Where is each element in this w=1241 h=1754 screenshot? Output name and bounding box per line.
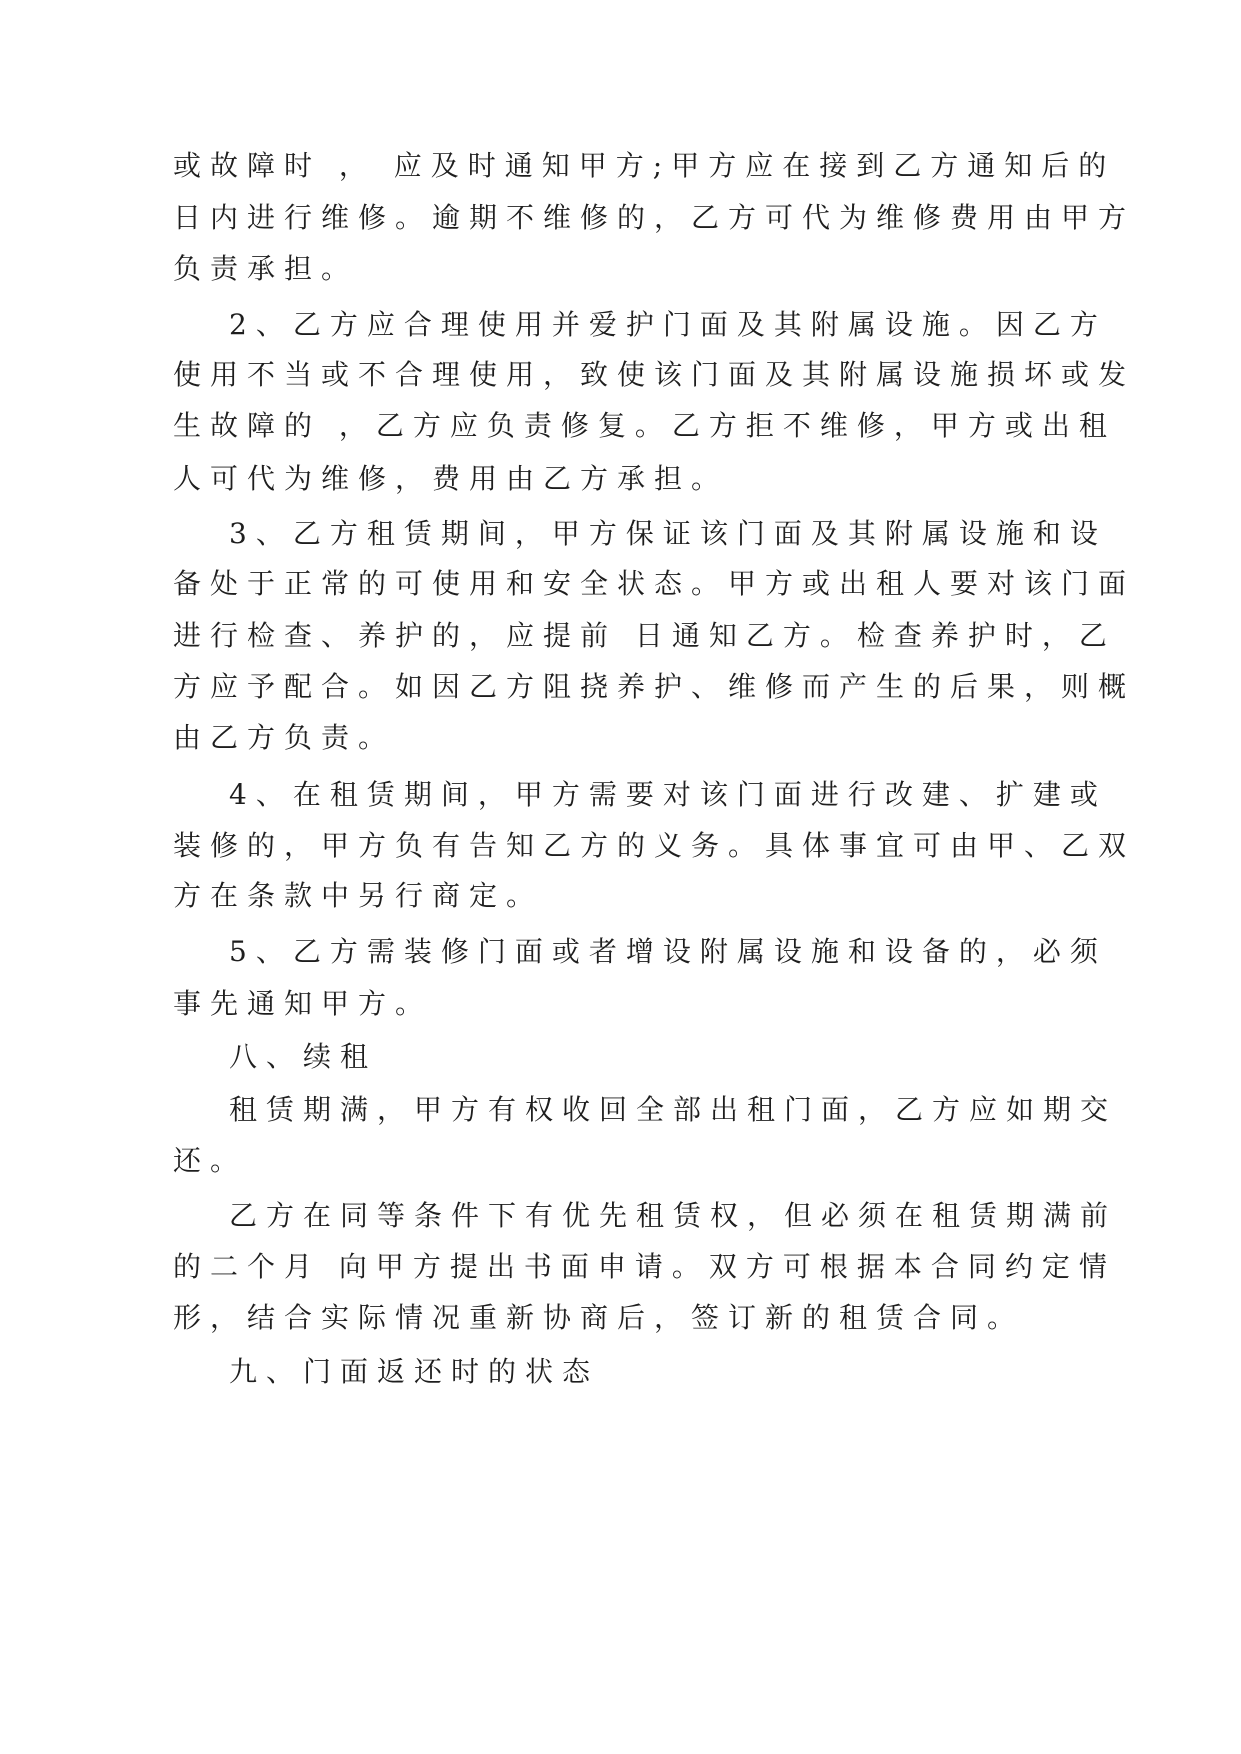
paragraph-line: 租赁期满，甲方有权收回全部出租门面，乙方应如期交 bbox=[229, 1093, 1118, 1126]
text-line: 方在条款中另行商定。 bbox=[173, 879, 544, 912]
text-line: 进行检查、养护的，应提前 日通知乙方。检查养护时，乙 bbox=[173, 619, 1116, 652]
text-line: 还。 bbox=[173, 1144, 248, 1177]
paragraph-2-line: 2、乙方应合理使用并爱护门面及其附属设施。因乙方 bbox=[229, 308, 1107, 341]
text-line: 负责承担。 bbox=[173, 252, 359, 285]
text-line: 人可代为维修，费用由乙方承担。 bbox=[173, 462, 729, 495]
paragraph-5-line: 5、乙方需装修门面或者增设附属设施和设备的，必须 bbox=[229, 935, 1107, 968]
text-line: 事先通知甲方。 bbox=[173, 987, 433, 1020]
paragraph-line: 乙方在同等条件下有优先租赁权，但必须在租赁期满前 bbox=[229, 1199, 1118, 1232]
text-line: 生故障的 ，乙方应负责修复。乙方拒不维修，甲方或出租 bbox=[173, 409, 1116, 442]
text-line: 备处于正常的可使用和安全状态。甲方或出租人要对该门面 bbox=[173, 567, 1136, 600]
text-line: 由乙方负责。 bbox=[173, 721, 396, 754]
text-line: 使用不当或不合理使用，致使该门面及其附属设施损坏或发 bbox=[173, 358, 1136, 391]
text-line: 装修的，甲方负有告知乙方的义务。具体事宜可由甲、乙双 bbox=[173, 829, 1136, 862]
text-line: 的二个月 向甲方提出书面申请。双方可根据本合同约定情 bbox=[173, 1250, 1116, 1283]
text-line: 方应予配合。如因乙方阻挠养护、维修而产生的后果，则概 bbox=[173, 670, 1136, 703]
paragraph-3-line: 3、乙方租赁期间，甲方保证该门面及其附属设施和设 bbox=[229, 517, 1107, 550]
section-heading-8: 八、续租 bbox=[229, 1040, 378, 1073]
text-line: 或故障时 ， 应及时通知甲方;甲方应在接到乙方通知后的 bbox=[173, 149, 1116, 182]
text-line: 日内进行维修。逾期不维修的，乙方可代为维修费用由甲方 bbox=[173, 201, 1136, 234]
paragraph-4-line: 4、在租赁期间，甲方需要对该门面进行改建、扩建或 bbox=[229, 778, 1107, 811]
text-line: 形，结合实际情况重新协商后，签订新的租赁合同。 bbox=[173, 1301, 1025, 1334]
section-heading-9: 九、门面返还时的状态 bbox=[229, 1355, 600, 1388]
